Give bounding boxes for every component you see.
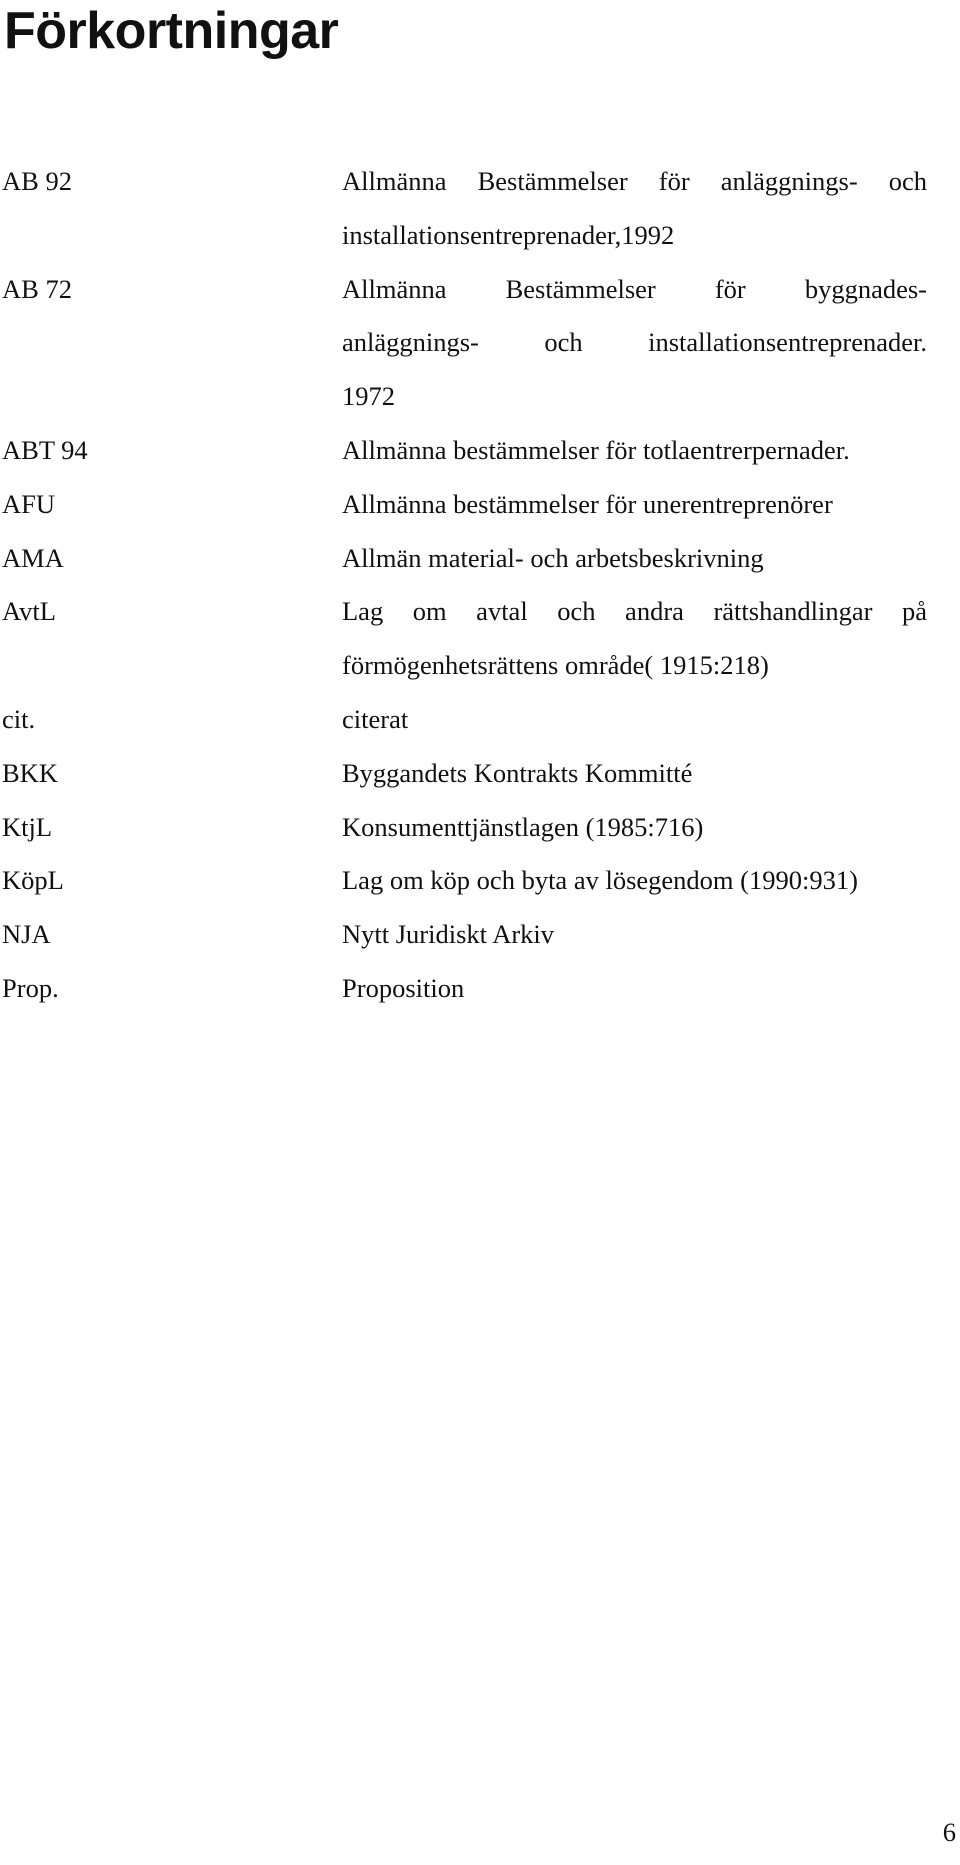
abbreviation-entry [0,478,960,532]
definition-line: Konsumenttjänstlagen (1985:716) [342,811,704,842]
abbreviation: AB 92 [2,166,72,196]
abbreviation-entry [0,962,960,1016]
page-title: Förkortningar [4,2,339,60]
abbreviation-entry [0,908,960,962]
definition [342,962,927,1016]
abbreviation: BKK [2,757,58,788]
abbreviation-list [0,155,960,1016]
definition-line: 1972 [342,381,395,412]
abbreviation: ABT 94 [2,434,88,465]
definition [342,478,927,532]
definition-line: citerat [342,703,409,734]
abbreviation-entry [0,424,960,478]
definition [342,424,927,478]
definition-line: Allmänna bestämmelser för totlaentrerpernader. [342,434,850,465]
abbreviation-entry [0,854,960,908]
definition-line: Allmänna bestämmelser för unerentreprenörer [342,488,833,519]
definition-line: anläggnings- och installationsentreprenader. [342,327,927,358]
definition-line: Lag om köp och byta av lösegendom (1990:931) [342,865,858,896]
definition-line: Allmän material- och arbetsbeskrivning [342,542,764,573]
definition [342,908,927,962]
abbreviation: NJA [2,919,51,950]
abbreviation: Prop. [2,972,59,1003]
abbreviation-entry [0,747,960,801]
abbreviation: AvtL [2,596,56,627]
definition-line: Lag om avtal och andra rättshandlingar på [342,596,927,627]
abbreviation: AFU [2,488,56,519]
definition [342,747,927,801]
definition [342,532,927,586]
definition-line: förmögenhetsrättens område( 1915:218) [342,650,769,681]
abbreviation-entry [0,532,960,586]
definition [342,693,927,747]
definition-line: Nytt Juridiskt Arkiv [342,919,555,950]
definition [342,854,927,908]
definition [342,801,927,855]
definition-line: Byggandets Kontrakts Kommitté [342,757,693,788]
abbreviation-entry [0,801,960,855]
definition-line: Allmänna Bestämmelser för anläggnings- och [342,166,927,196]
abbreviation: AB 72 [2,273,72,304]
abbreviation: KtjL [2,811,53,842]
abbreviation-entry [0,155,960,263]
abbreviation: cit. [2,703,36,734]
definition [342,585,927,693]
abbreviation: KöpL [2,865,64,896]
definition-line: Proposition [342,972,465,1003]
definition [342,263,927,424]
page-number: 6 [942,1817,956,1847]
definition [342,155,927,263]
abbreviation: AMA [2,542,64,573]
abbreviation-entry [0,693,960,747]
definition-line: installationsentreprenader,1992 [342,219,675,250]
definition-line: Allmänna Bestämmelser för byggnades- [342,273,927,304]
abbreviation-entry [0,585,960,693]
abbreviation-entry [0,263,960,424]
